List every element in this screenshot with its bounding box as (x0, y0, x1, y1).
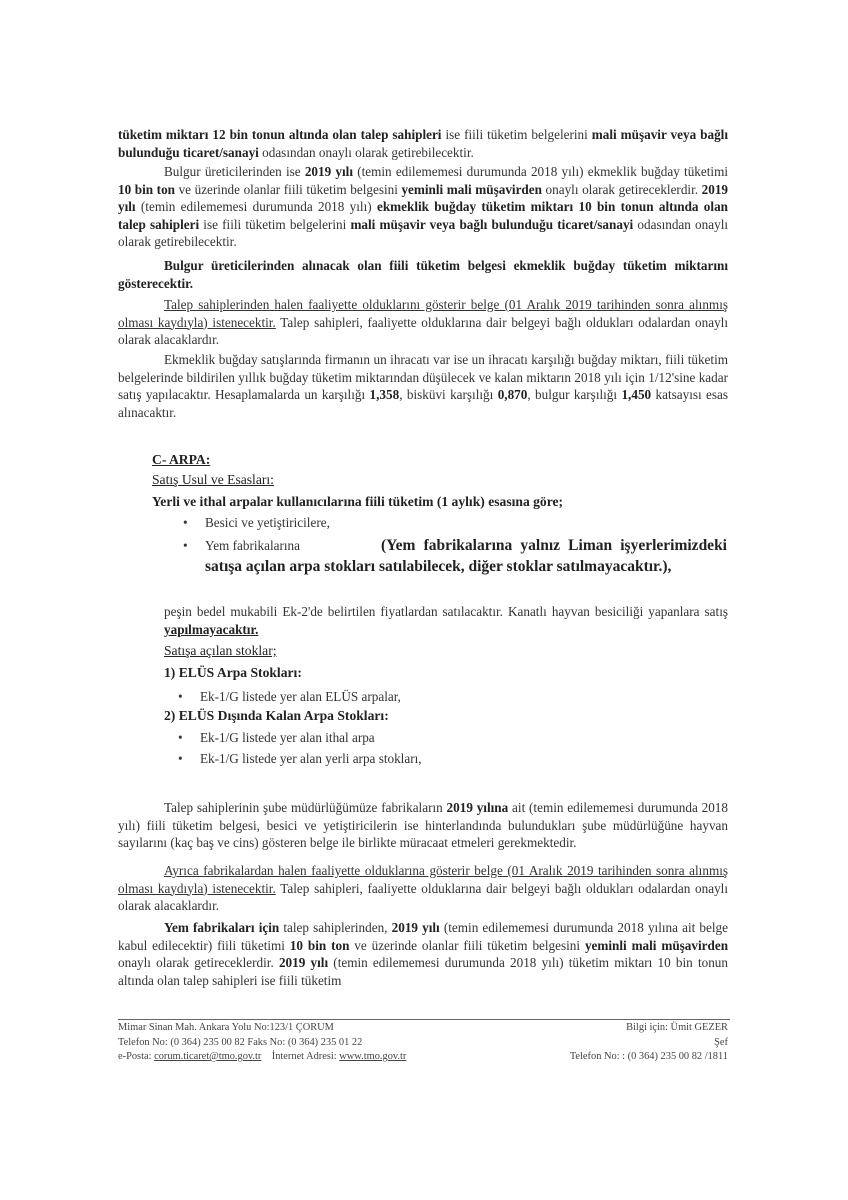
footer-info-phone: Telefon No: : (0 364) 235 00 82 /1811 (569, 1051, 728, 1062)
paragraph-un-ihracati: Ekmeklik buğday satışlarında firmanın un ihracatı var ise un ihracatı karşılığı buğday miktarı, fiili tüketim belgelerinde bildirilen yıllık buğday tüketim miktarından düşülecek ve kalan miktarın 2018 yılı için 1/12'sine kadar satış yapılacaktır. Hesaplamalarda un karşılığı 1,358, bisküvi karşılığı 0,870, bulgur karşılığı 1,450 katsayısı esas alınacaktır. (118, 352, 729, 420)
footer-info-person: Bilgi için: Ümit GEZER (626, 1022, 728, 1033)
footer-phone: Telefon No: (0 364) 235 00 82 Faks No: (0 364) 235 01 22 (118, 1036, 363, 1048)
list-item: • Besici ve yetiştiricilere, (183, 515, 330, 530)
website-link[interactable]: www.tmo.gov.tr (339, 1051, 407, 1062)
bullet-icon: • (178, 730, 183, 745)
paragraph-yem-fabrikalari: Yem fabrikaları için talep sahiplerinden, 2019 yılı (temin edilememesi durumunda 2018 yılına ait belge kabul edilecektir) fiili tüketimi 10 bin ton ve üzerinde olanlar fiili tüketim belgesini yeminli mali müşavirden onaylı olarak getireceklerdir. 2019 yılı (temin edilememesi durumunda 2018 yılı) tüketim miktarı 10 bin tonun altında olan talep sahipleri ise fiili tüketim (118, 920, 729, 988)
footer-info (530, 1021, 728, 1065)
paragraph-tuketim-miktari: tüketim miktarı 12 bin tonun altında olan talep sahipleri ise fiili tüketim belgelerini mali müşavir veya bağlı bulunduğu ticaret/sanayi odasından onaylı olarak getirebilecektir. (118, 127, 729, 160)
list-item: • Ek-1/G listede yer alan ELÜS arpalar, (178, 689, 401, 704)
bullet-icon: • (183, 515, 188, 530)
paragraph-talep-sahipleri: Talep sahiplerinin şube müdürlüğümüze fabrikaların 2019 yılına ait (temin edilememesi durumunda 2018 yılı) fiili tüketim belgesi, besici ve yetiştiricilerin ise hinterlandında bulundukları şube müdürlüğüne hayvan sayılarını (kaç baş ve cins) gösteren belge ile birlikte müracaat etmeleri gerekmektedir. (118, 800, 728, 850)
email-link[interactable]: corum.ticaret@tmo.gov.tr (154, 1051, 262, 1062)
elus-disinda-heading: 2) ELÜS Dışında Kalan Arpa Stokları: (164, 708, 389, 723)
satis-usul-heading: Satış Usul ve Esasları: (152, 472, 274, 487)
paragraph-ayrica-fabrikalar: Ayrıca fabrikalardan halen faaliyette olduklarına gösterir belge (01 Aralık 2019 tarihinden sonra alınmış olması kaydıyla) istenecektir. Talep sahipleri, faaliyette olduklarına dair belgeyi bağlı oldukları odalardan onaylı olarak alacaklardır. (118, 863, 728, 913)
yem-fabrikalari-note: (Yem fabrikalarına yalnız Liman işyerlerimizdeki satışa açılan arpa stokları satılabilecek, diğer stoklar satılmayacaktır.), (205, 537, 727, 575)
elus-arpa-heading: 1) ELÜS Arpa Stokları: (164, 665, 302, 680)
list-item: • Ek-1/G listede yer alan ithal arpa (178, 730, 375, 745)
footer-address: Mimar Sinan Mah. Ankara Yolu No:123/1 ÇORUM (118, 1022, 334, 1033)
bullet-icon: • (178, 689, 183, 704)
bullet-icon: • (178, 751, 183, 766)
paragraph-bulgur-ureticileri: Bulgur üreticilerinden ise 2019 yılı (temin edilememesi durumunda 2018 yılı) ekmeklik buğday tüketimi 10 bin ton ve üzerinde olanlar fiili tüketim belgesini yeminli mali müşavirden onaylı olarak getireceklerdir. 2019 yılı (temin edilememesi durumunda 2018 yılı) ekmeklik buğday tüketim miktarı 10 bin tonun altında olan talep sahipleri ise fiili tüketim belgelerini mali müşavir veya bağlı bulunduğu ticaret/sanayi odasından onaylı olarak getirebilecektir. (118, 164, 729, 249)
list-item: • Ek-1/G listede yer alan yerli arpa stokları, (178, 751, 422, 766)
paragraph-faaliyet-belgesi: Talep sahiplerinden halen faaliyette olduklarını gösterir belge (01 Aralık 2019 tarihinden sonra alınmış olması kaydıyla) istenecektir. Talep sahipleri, faaliyette olduklarına dair belgeyi bağlı oldukları odalardan onaylı olarak alacaklardır. (118, 297, 728, 347)
paragraph-pesin-bedel: peşin bedel mukabili Ek-2'de belirtilen fiyatlardan satılacaktır. Kanatlı hayvan besiciliği yapanlara satış yapılmayacaktır. (164, 604, 728, 637)
footer-divider (118, 1019, 730, 1020)
arpa-intro: Yerli ve ithal arpalar kullanıcılarına fiili tüketim (1 aylık) esasına göre; (152, 494, 564, 509)
section-c-title: C- ARPA: (152, 452, 211, 467)
footer-info-role: Şef (714, 1036, 728, 1048)
list-item: • Yem fabrikalarına (183, 535, 728, 556)
satisa-acilan-heading: Satışa açılan stoklar; (164, 643, 277, 658)
paragraph-fiili-tuketim-belgesi: Bulgur üreticilerinden alınacak olan fiili tüketim belgesi ekmeklik buğday tüketim miktarını gösterecektir. (118, 258, 728, 291)
bullet-icon: • (183, 538, 188, 553)
footer-contact: Mimar Sinan Mah. Ankara Yolu No:123/1 ÇORUM Telefon No: (0 364) 235 00 82 Faks No: (0 364) 235 01 22 e-Posta: corum.ticaret@tmo.gov.tr İnternet Adresi: www.tmo.gov.tr (118, 1022, 407, 1062)
